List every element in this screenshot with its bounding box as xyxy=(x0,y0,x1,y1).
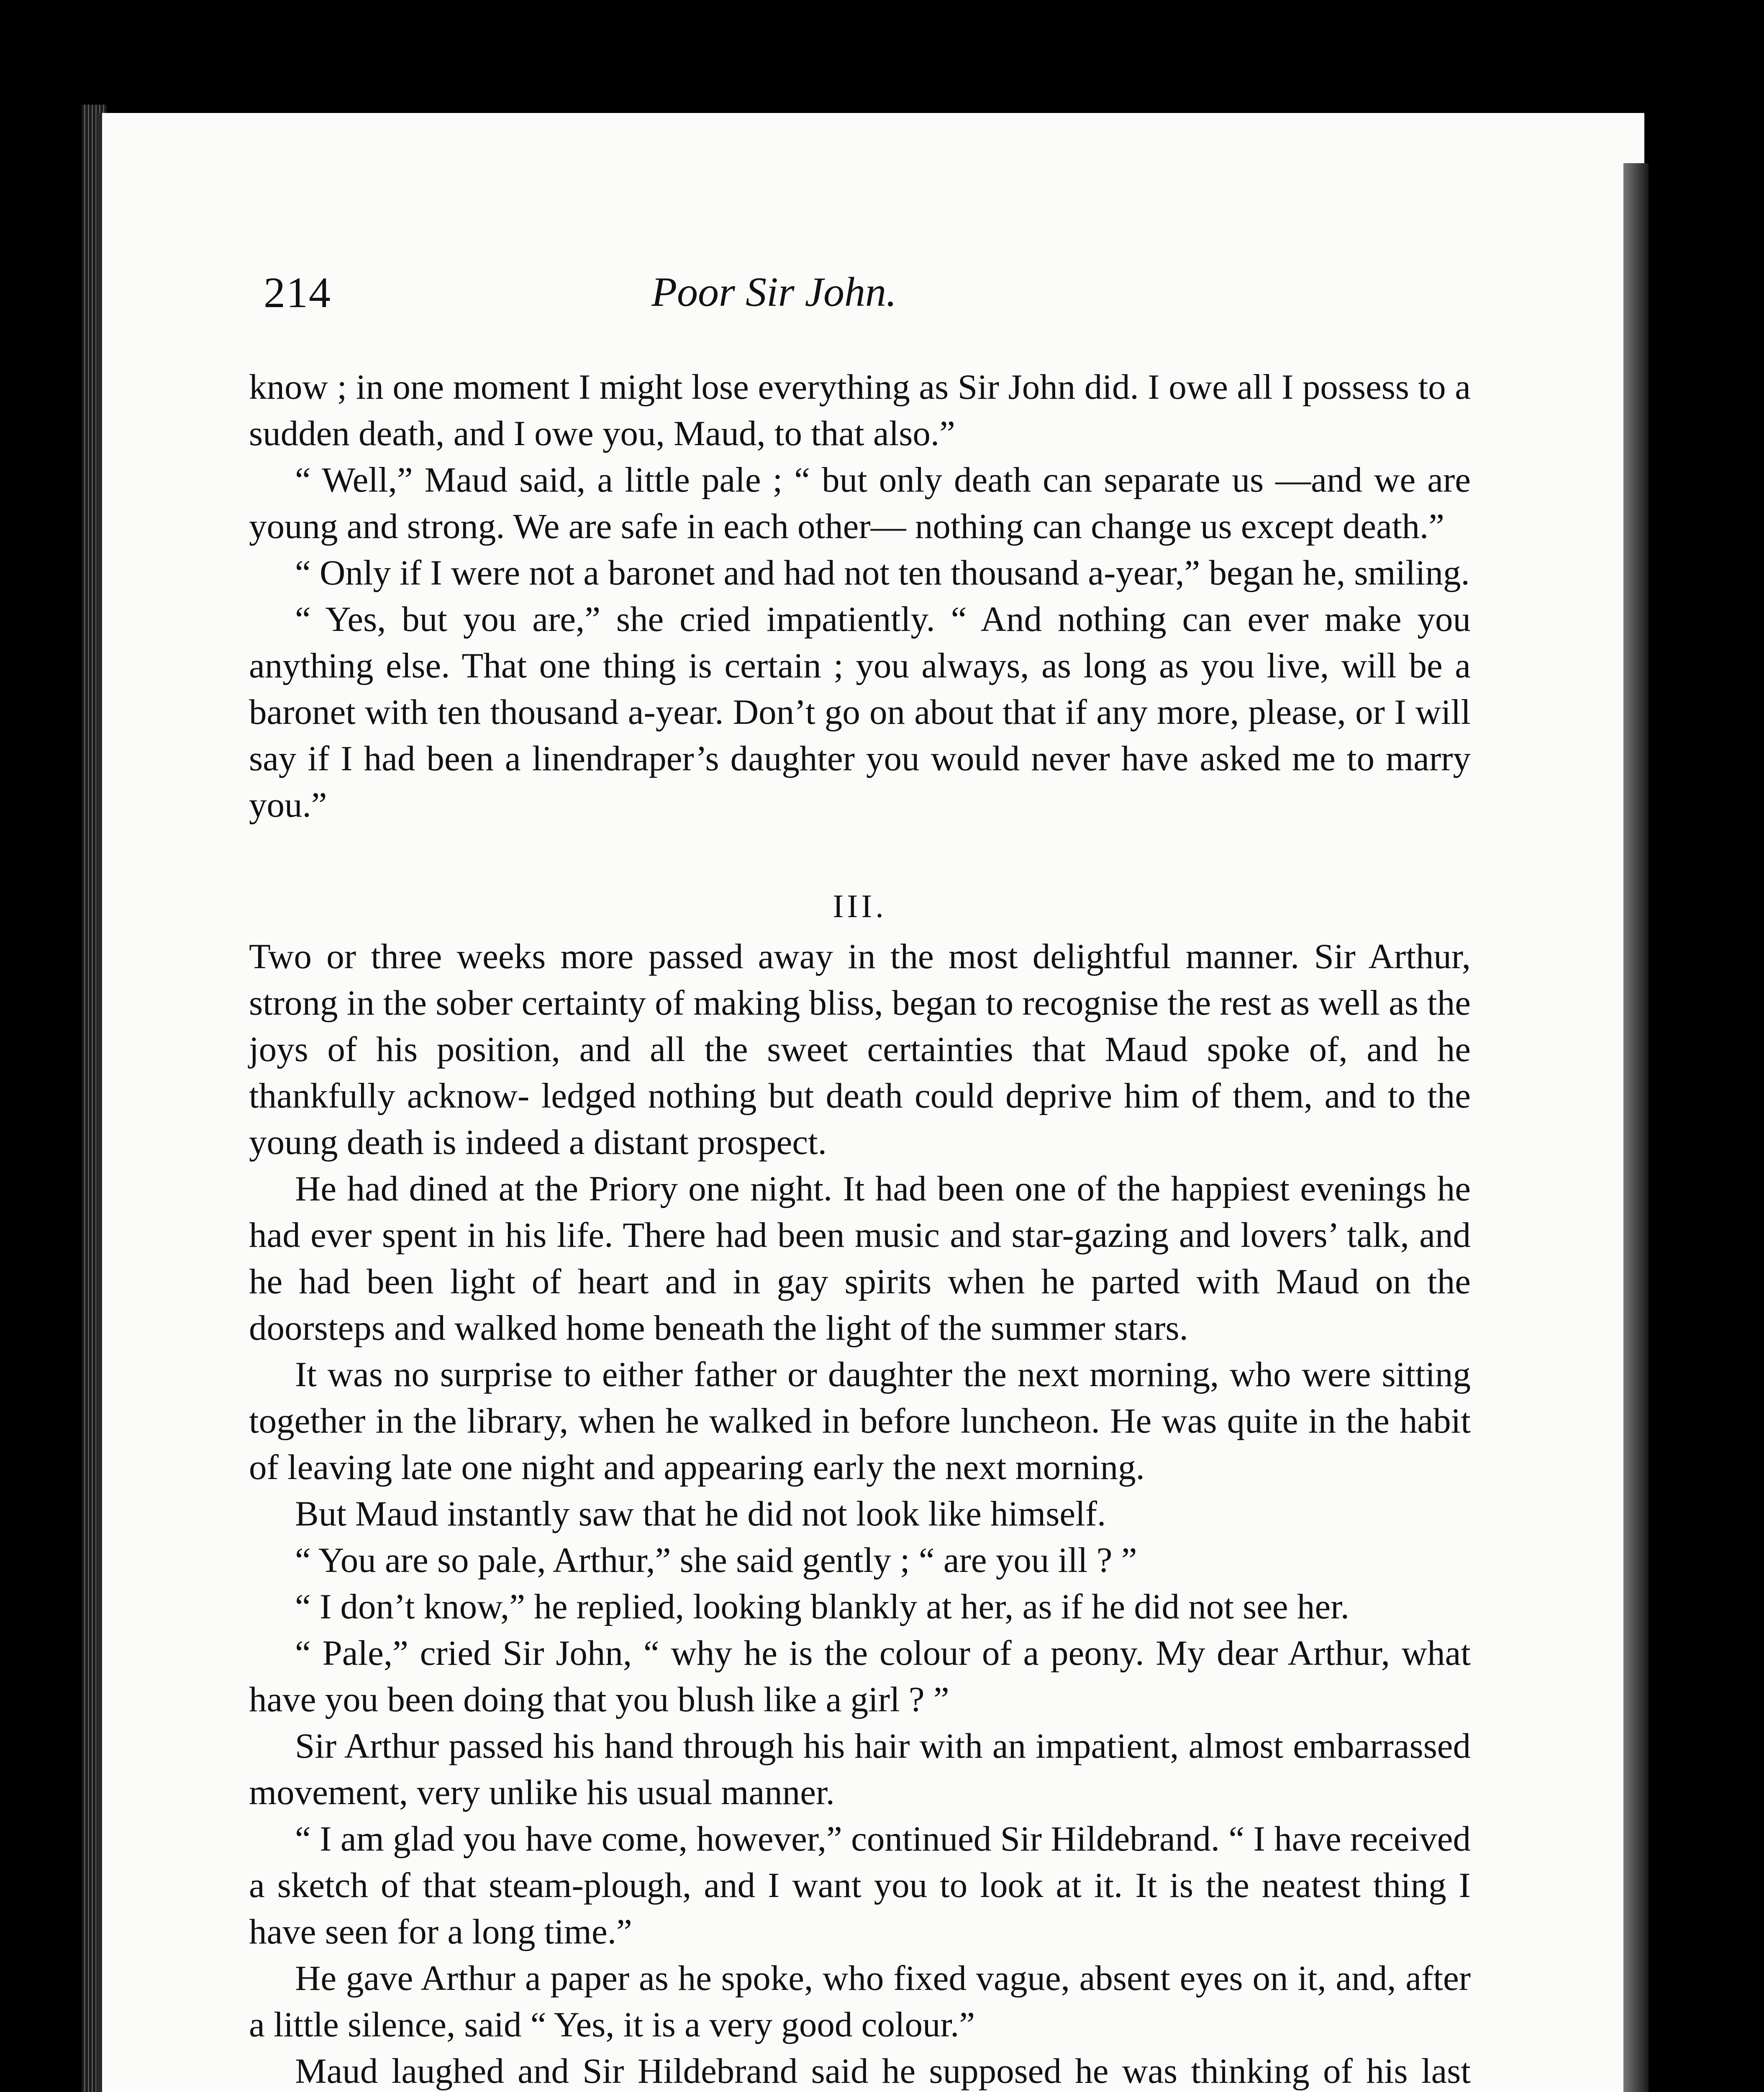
paragraph: Maud laughed and Sir Hildebrand said he supposed he was thinking of his last xyxy=(295,2051,1471,2091)
paragraph: “ Pale,” cried Sir John, “ why he is the colour of a peony. My dear Arthur, what have you been doing that you blush like a girl ? ” xyxy=(249,1633,1471,1719)
facing-page-shadow xyxy=(1623,163,1649,2092)
paragraph: “ Well,” Maud said, a little pale ; “ but only death can separate us —and we are young and strong. We are safe in each other— nothing can change us except death.” xyxy=(249,460,1471,546)
paragraph: He had dined at the Priory one night. It had been one of the happiest evenings he had ever spent in his life. There had been music and star-gazing and lovers’ talk, and he had been light of heart and in gay spirits when he parted with Maud on the doorsteps and walked home beneath the light of the summer stars. xyxy=(249,1169,1471,1348)
paragraph: “ Yes, but you are,” she cried impatiently. “ And nothing can ever make you anything else. That one thing is certain ; you always, as long as you live, will be a baronet with ten thousand a-year. Don’t go on about that if any more, please, or I will say if I had been a linendraper’s daughter you would never have asked me to marry you.” xyxy=(249,600,1471,825)
paragraph: “ You are so pale, Arthur,” she said gently ; “ are you ill ? ” xyxy=(295,1541,1137,1580)
paragraph: “ I am glad you have come, however,” continued Sir Hildebrand. “ I have received a sketch of that steam-plough, and I want you to look at it. It is the neatest thing I have seen for a long time.” xyxy=(249,1819,1471,1951)
page-header xyxy=(167,268,1381,331)
paragraph: Two or three weeks more passed away in the most delightful manner. Sir Arthur, strong in the sober certainty of making bliss, began to recognise the rest as well as the joys of his position, and all the sweet certainties that Maud spoke of, and he thankfully acknow- ledged nothing but death could deprive him of them, and to the young death is indeed a distant prospect. xyxy=(249,937,1471,1162)
paragraph: But Maud instantly saw that he did not look like himself. xyxy=(295,1494,1106,1533)
paragraph: “ Only if I were not a baronet and had not ten thousand a-year,” began he, smiling. xyxy=(295,553,1470,592)
paragraph: It was no surprise to either father or daughter the next morning, who were sitting together in the library, when he walked in before luncheon. He was quite in the habit of leaving late one night and appearing early the next morning. xyxy=(249,1355,1471,1487)
body-text xyxy=(249,364,1471,2092)
paragraph: know ; in one moment I might lose everything as Sir John did. I owe all I possess to a sudden death, and I owe you, Maud, to that also.” xyxy=(249,367,1471,453)
page-number: 214 xyxy=(264,269,331,317)
paragraph: Sir Arthur passed his hand through his hair with an impatient, almost embarrassed movement, very unlike his usual manner. xyxy=(249,1726,1471,1812)
paragraph: He gave Arthur a paper as he spoke, who fixed vague, absent eyes on it, and, after a little silence, said “ Yes, it is a very good colour.” xyxy=(249,1959,1471,2044)
running-title: Poor Sir John. xyxy=(651,269,897,315)
section-heading: III. xyxy=(833,888,887,924)
paragraph: “ I don’t know,” he replied, looking blankly at her, as if he did not see her. xyxy=(295,1587,1349,1626)
